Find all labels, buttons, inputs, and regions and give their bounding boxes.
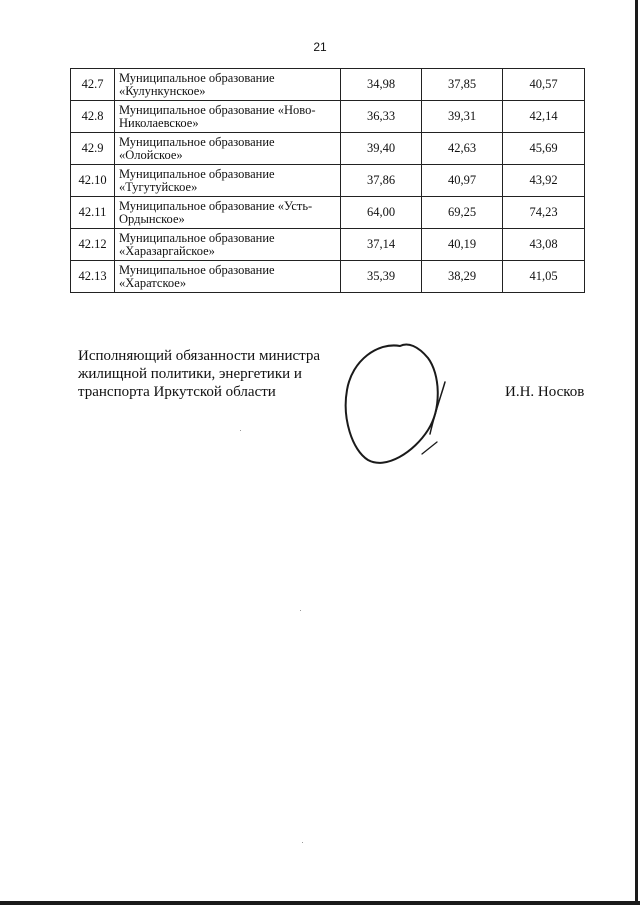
row-number-cell: 42.7 bbox=[71, 69, 115, 101]
municipality-name-line2: «Харазаргайское» bbox=[119, 243, 215, 258]
row-number-cell: 42.8 bbox=[71, 101, 115, 133]
municipality-name-line2: Николаевское» bbox=[119, 115, 199, 130]
municipality-name-line1: Муниципальное образование «Усть- bbox=[119, 198, 313, 213]
value-cell-1: 37,86 bbox=[341, 165, 422, 197]
row-number-cell: 42.9 bbox=[71, 133, 115, 165]
value-cell-2: 69,25 bbox=[422, 197, 503, 229]
value-cell-3: 43,08 bbox=[503, 229, 585, 261]
municipality-name-cell bbox=[115, 197, 341, 229]
table-row bbox=[71, 69, 585, 101]
value-cell-2: 39,31 bbox=[422, 101, 503, 133]
value-cell-2: 40,19 bbox=[422, 229, 503, 261]
municipality-name-cell bbox=[115, 69, 341, 101]
scan-speck bbox=[300, 610, 301, 611]
signatory-position-line3: транспорта Иркутской области bbox=[78, 384, 276, 400]
municipality-name-line1: Муниципальное образование «Ново- bbox=[119, 102, 316, 117]
scan-speck bbox=[302, 842, 303, 843]
signatory-position-line2: жилищной политики, энергетики и bbox=[78, 366, 302, 382]
page-number: 21 bbox=[313, 40, 327, 54]
tariff-table bbox=[70, 68, 585, 293]
value-cell-2: 38,29 bbox=[422, 261, 503, 293]
municipality-name-cell bbox=[115, 229, 341, 261]
signature-flick-stroke bbox=[422, 442, 437, 454]
value-cell-1: 36,33 bbox=[341, 101, 422, 133]
signature-loop-stroke bbox=[346, 345, 438, 463]
value-cell-1: 64,00 bbox=[341, 197, 422, 229]
municipality-name-line2: Ордынское» bbox=[119, 211, 185, 226]
value-cell-1: 35,39 bbox=[341, 261, 422, 293]
value-cell-2: 40,97 bbox=[422, 165, 503, 197]
municipality-name-line1: Муниципальное образование bbox=[119, 230, 275, 245]
value-cell-3: 43,92 bbox=[503, 165, 585, 197]
municipality-name-line1: Муниципальное образование bbox=[119, 70, 275, 85]
page-border-bottom bbox=[0, 901, 640, 905]
row-number-cell: 42.13 bbox=[71, 261, 115, 293]
value-cell-2: 42,63 bbox=[422, 133, 503, 165]
value-cell-2: 37,85 bbox=[422, 69, 503, 101]
page-border-right bbox=[635, 0, 638, 905]
municipality-name-line2: «Тугутуйское» bbox=[119, 179, 198, 194]
table-row bbox=[71, 133, 585, 165]
value-cell-1: 34,98 bbox=[341, 69, 422, 101]
municipality-name-cell bbox=[115, 261, 341, 293]
municipality-name-line1: Муниципальное образование bbox=[119, 134, 275, 149]
signatory-name: И.Н. Носков bbox=[505, 384, 585, 400]
municipality-name-line1: Муниципальное образование bbox=[119, 262, 275, 277]
value-cell-1: 39,40 bbox=[341, 133, 422, 165]
row-number-cell: 42.10 bbox=[71, 165, 115, 197]
municipality-name-line2: «Харатское» bbox=[119, 275, 187, 290]
table-row bbox=[71, 197, 585, 229]
table-row bbox=[71, 229, 585, 261]
municipality-name-line2: «Кулункунское» bbox=[119, 83, 206, 98]
value-cell-3: 45,69 bbox=[503, 133, 585, 165]
table-row bbox=[71, 101, 585, 133]
row-number-cell: 42.11 bbox=[71, 197, 115, 229]
table-row bbox=[71, 165, 585, 197]
signatory-position bbox=[78, 347, 348, 401]
value-cell-1: 37,14 bbox=[341, 229, 422, 261]
value-cell-3: 41,05 bbox=[503, 261, 585, 293]
scan-speck bbox=[240, 430, 241, 431]
municipality-name-cell bbox=[115, 101, 341, 133]
signatory-position-line1: Исполняющий обязанности министра bbox=[78, 348, 321, 364]
municipality-name-line1: Муниципальное образование bbox=[119, 166, 275, 181]
municipality-name-cell bbox=[115, 133, 341, 165]
value-cell-3: 74,23 bbox=[503, 197, 585, 229]
handwritten-signature bbox=[338, 338, 448, 466]
table-row bbox=[71, 261, 585, 293]
value-cell-3: 40,57 bbox=[503, 69, 585, 101]
value-cell-3: 42,14 bbox=[503, 101, 585, 133]
municipality-name-line2: «Олойское» bbox=[119, 147, 183, 162]
municipality-name-cell bbox=[115, 165, 341, 197]
row-number-cell: 42.12 bbox=[71, 229, 115, 261]
